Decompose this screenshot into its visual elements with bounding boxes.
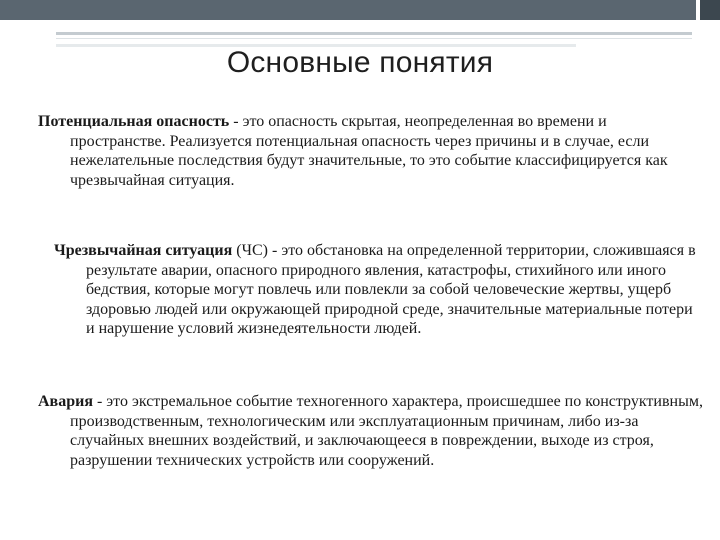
definition-paragraph-emergency bbox=[54, 241, 696, 339]
slide-title: Основные понятия bbox=[226, 46, 494, 79]
title-rule-upper bbox=[56, 32, 692, 35]
definition-paragraph-accident bbox=[38, 392, 712, 470]
definition-term: Потенциальная опасность bbox=[38, 113, 230, 130]
definition-text: - это опасность скрытая, неопределенная во времени и пространстве. Реализуется потенциальная опасность через причины и в случае, если нежелательные последствия будут значительные, то это событие классифицируется как чрезвычайная ситуация. bbox=[70, 113, 668, 189]
definition-term: Авария bbox=[38, 393, 93, 410]
definition-term: Чрезвычайная ситуация bbox=[54, 242, 233, 259]
top-decoration-bar bbox=[0, 0, 696, 20]
top-decoration-corner bbox=[700, 0, 720, 20]
title-rule-middle bbox=[56, 38, 692, 39]
definition-text: - это экстремальное событие техногенного характера, происшедшее по конструктивным, производственным, технологическим или эксплуатационным причинам, либо из-за случайных внешних воздействий, и заключающееся в повреждении, выходе из строя, разрушении технических устройств или сооружений. bbox=[70, 393, 703, 469]
definition-paragraph-potential-danger bbox=[38, 112, 680, 190]
definition-text: (ЧС) - это обстановка на определенной территории, сложившаяся в результате аварии, опасного природного явления, катастрофы, стихийного или иного бедствия, которые могут повлечь или повлекли за собой человеческие жертвы, ущерб здоровью людей или окружающей природной среде, значительные материальные потери и нарушение условий жизнедеятельности людей. bbox=[86, 242, 696, 338]
